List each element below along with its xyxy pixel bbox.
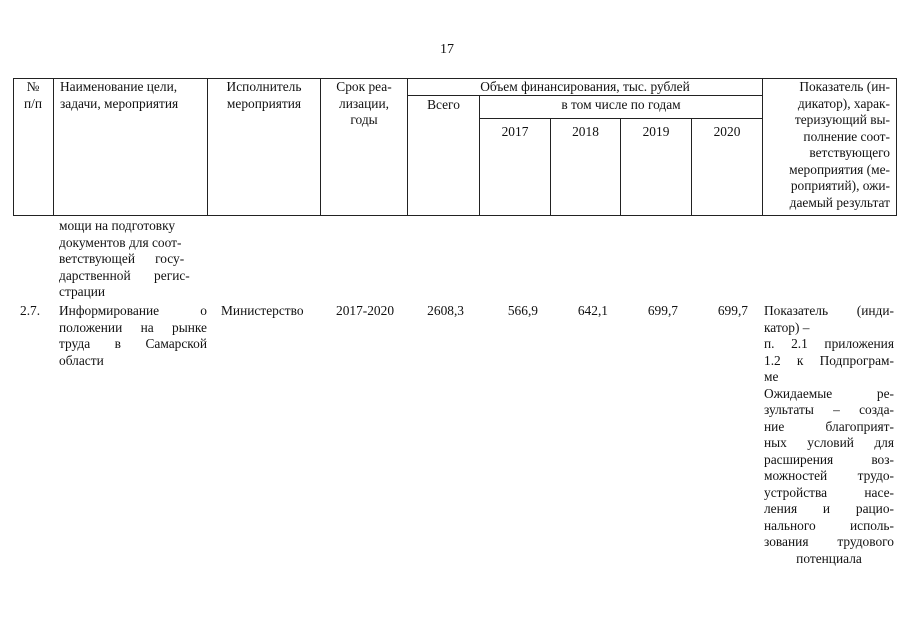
- continuation-line: дарственной регис-: [59, 267, 190, 283]
- page-number: 17: [440, 42, 454, 57]
- header-bottom-border: [13, 215, 897, 216]
- indicator-line: п. 2.1 приложения: [764, 336, 894, 351]
- header-funding: Объем финансирования, тыс. рублей: [480, 79, 690, 94]
- header-executor: Исполнитель мероприятия: [226, 79, 302, 111]
- indicator-line: ме: [764, 369, 779, 384]
- row-name-line: положении на рынке: [59, 319, 207, 335]
- indicator-line: устройства насе-: [764, 484, 894, 500]
- indicator-line: ние благоприят-: [764, 418, 894, 434]
- indicator-line: ных условий для: [764, 435, 894, 450]
- row-2019: 699,7: [647, 303, 678, 318]
- header-year-2018: 2018: [572, 124, 599, 139]
- row-name-line: труда в Самарской: [59, 336, 207, 351]
- header-name: Наименование цели, задачи, мероприятия: [60, 79, 179, 111]
- row-indicator: [764, 303, 894, 567]
- header-indicator: Показатель (ин- дикатор), харак- теризующий вы- полнение соот- ветствующего мероприятия (ме- роприятий), ожи- даемый результат: [789, 79, 890, 210]
- row-2017: 566,9: [507, 303, 538, 318]
- indicator-line: 1.2 к Подпрограм-: [764, 352, 894, 368]
- continuation-line: ветствующей госу-: [59, 251, 185, 266]
- header-term: Срок реа- лизации, годы: [336, 79, 392, 127]
- table-header: [13, 78, 897, 216]
- row-name-line: области: [59, 352, 104, 368]
- header-total: Всего: [427, 97, 460, 112]
- indicator-line: нального исполь-: [764, 517, 894, 533]
- continuation-line: страции: [59, 284, 106, 299]
- row-total: 2608,3: [427, 303, 464, 318]
- indicator-line: ления и рацио-: [764, 501, 894, 516]
- header-year-2017: 2017: [501, 124, 529, 139]
- indicator-line: зультаты – созда-: [764, 402, 894, 417]
- header-year-2020: 2020: [713, 124, 741, 139]
- row-name-line: Информирование о: [59, 303, 207, 318]
- row-term: 2017-2020: [336, 303, 395, 318]
- indicator-line: можностей трудо-: [764, 468, 894, 483]
- continuation-line: мощи на подготовку: [59, 218, 176, 233]
- row-executor: Министерство: [221, 303, 304, 318]
- row-2020: 699,7: [717, 303, 748, 318]
- header-year-2019: 2019: [642, 124, 670, 139]
- indicator-line: расширения воз-: [764, 451, 894, 467]
- continuation-text: [59, 218, 207, 301]
- border-right: [896, 78, 897, 216]
- indicator-line: Ожидаемые ре-: [764, 385, 894, 401]
- row-2018: 642,1: [577, 303, 608, 318]
- indicator-line: потенциала: [796, 550, 862, 566]
- indicator-line: Показатель (инди-: [764, 303, 894, 318]
- row-name: [59, 303, 207, 369]
- continuation-line: документов для соот-: [59, 234, 182, 250]
- header-num: № п/п: [23, 79, 43, 111]
- header-by-years: в том числе по годам: [561, 97, 681, 112]
- indicator-line: зования трудового: [764, 534, 894, 549]
- row-number: 2.7.: [20, 303, 41, 318]
- indicator-line: катор) –: [764, 319, 810, 335]
